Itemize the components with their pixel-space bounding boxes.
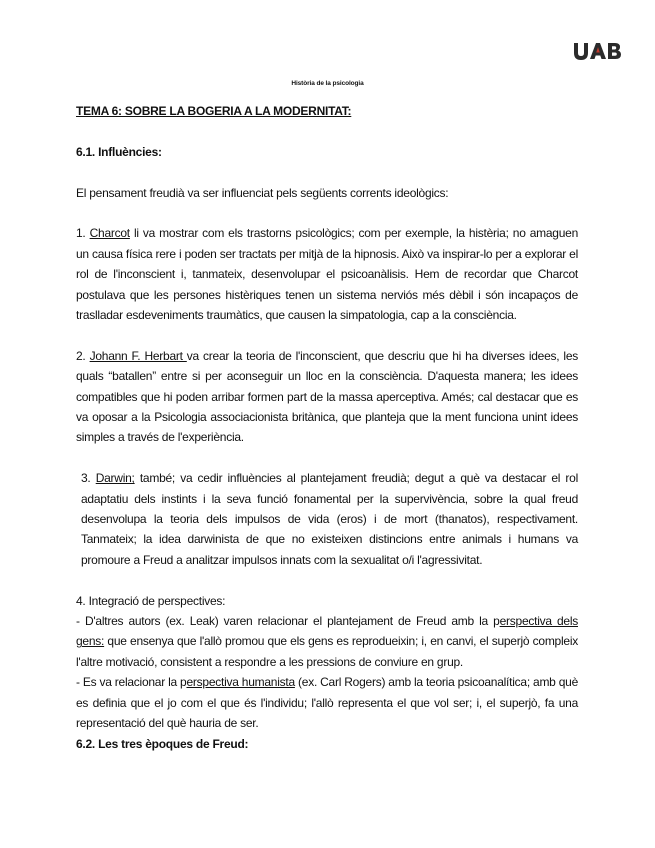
item-text: va crear la teoria de l'inconscient, que descriu que hi ha diverses idees, les quals “batallen” entre si per aconseguir un lloc en la consciència. D'aquesta manera; les idees compatibles que hi poden arribar formen part de la massa aperceptiva. Amés; cal destacar que es va oposar a la Psicologia associacionista britànica, que planteja que la ment funciona unint idees simples a través de l'experiència. bbox=[76, 348, 579, 445]
item-number: 1. bbox=[76, 226, 90, 241]
item-text: també; va cedir influències al plantejament freudià; degut a què va destacar el rol adaptatiu dels instints i la seva funció fonamental per la supervivència, sobre la qual freud desenvolupa la teoria dels impulsos de vida (eros) i de mort (thanatos), respectivament. Tanmateix; la idea darwinista de que no existeixen distincions entre animals i humans va promoure a Freud a analitzar impulsos innats com la sexualitat o/i l'agressivitat. bbox=[81, 471, 578, 567]
intro-paragraph: El pensament freudià va ser influenciat pels següents corrents ideològics: bbox=[76, 185, 449, 200]
integration-heading: 4. Integració de perspectives: bbox=[76, 593, 226, 608]
influence-item-charcot bbox=[76, 223, 578, 325]
item-number: 2. bbox=[76, 348, 90, 363]
author-name-charcot: Charcot bbox=[89, 226, 130, 241]
document-body bbox=[76, 101, 578, 754]
bullet-text: (ex. Carl Rogers) amb la teoria psicoanalítica; amb què es definia que el jo com el que és l'individu; l'allò representa el que vol ser; i, el superjò, fa una representació del què hauria de ser. bbox=[76, 675, 578, 731]
bullet-text: - Es va relacionar la p bbox=[76, 675, 187, 690]
integration-bullet-humanist bbox=[76, 672, 578, 733]
document-title: TEMA 6: SOBRE LA BOGERIA A LA MODERNITAT: bbox=[76, 104, 352, 118]
integration-bullet-genes bbox=[76, 611, 578, 672]
bullet-text: - D'altres autors (ex. Leak) varen relacionar el plantejament de Freud amb la p bbox=[76, 614, 500, 629]
uab-logo bbox=[573, 42, 621, 60]
item-number: 3. bbox=[81, 471, 96, 486]
perspective-humanist: erspectiva humanista bbox=[186, 675, 295, 690]
bullet-text: que ensenya que l'allò promou que els gens es reprodueixin; i, en canvi, el superjò compleix l'altre motivació, consistent a respondre a les pressions de conviure en grup. bbox=[76, 634, 578, 669]
running-header: Història de la psicologia bbox=[291, 80, 364, 87]
section-heading-6-1: 6.1. Influències: bbox=[76, 144, 162, 159]
item-text: li va mostrar com els trastorns psicològics; com per exemple, la histèria; no amaguen un causa física rere i poden ser tractats per mitjà de la hipnosis. Això va inspirar-lo per a explorar el rol de l'inconscient i, tanmateix, desenvolupar el psicoanàlisis. Hem de recordar que Charcot postulava que les persones histèriques tenen un sistema nerviós més dèbil i són incapaços de traslladar esdeveniments traumàtics, que causen la simpatologia, cap a la consciència. bbox=[76, 226, 578, 323]
influence-item-darwin bbox=[76, 468, 578, 570]
perspective-genes: erspectiva dels gens: bbox=[76, 614, 578, 649]
author-name-herbart: Johann F. Herbart bbox=[89, 348, 187, 363]
section-heading-6-2: 6.2. Les tres èpoques de Freud: bbox=[76, 736, 249, 751]
author-name-darwin: Darwin; bbox=[95, 471, 135, 486]
influence-item-herbart bbox=[76, 346, 578, 448]
